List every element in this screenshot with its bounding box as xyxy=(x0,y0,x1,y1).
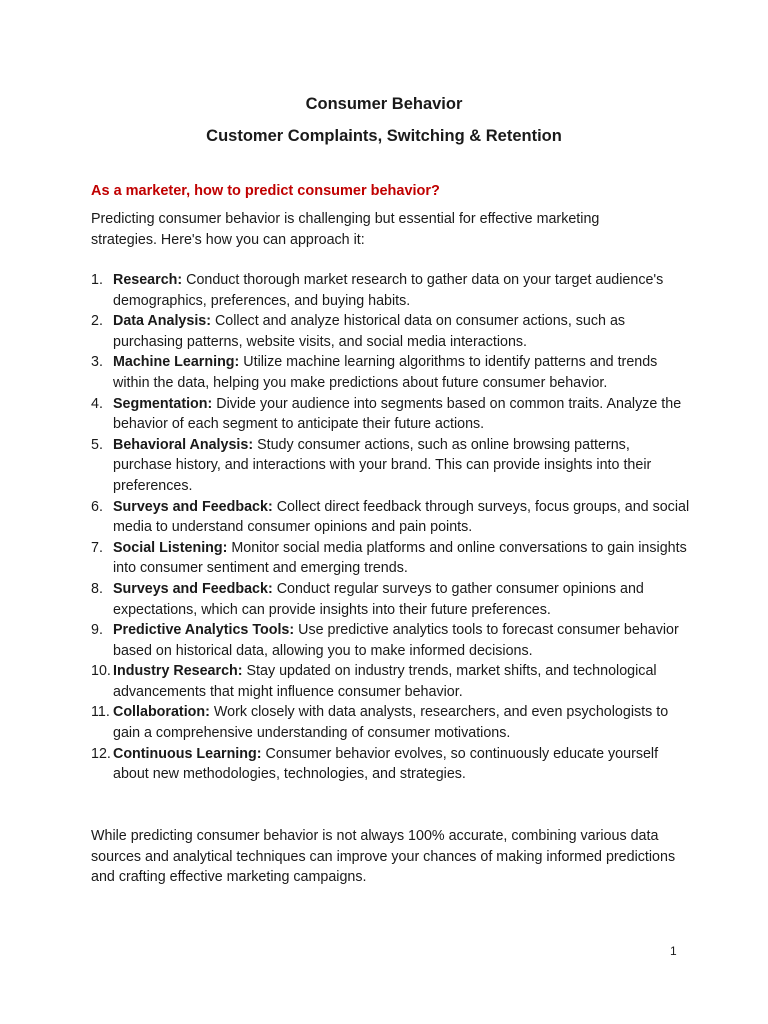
list-item-label: Research: xyxy=(113,272,183,288)
list-item-number: 8. xyxy=(91,580,103,597)
list-item-text: Use predictive analytics tools to forecast consumer behavior based on historical data, allowing you to make informed decisions. xyxy=(113,622,679,659)
list-item xyxy=(91,311,691,352)
list-item-number: 1. xyxy=(91,272,103,288)
section-heading: As a marketer, how to predict consumer behavior? xyxy=(91,183,440,199)
list-item-text: Divide your audience into segments based on common traits. Analyze the behavior of each segment to anticipate their future actions. xyxy=(113,395,682,433)
list-item-label: Surveys and Feedback: xyxy=(113,498,273,515)
list-item-label: Predictive Analytics Tools: xyxy=(113,622,295,639)
list-item-label: Segmentation: xyxy=(113,395,213,412)
list-item-number: 4. xyxy=(91,395,103,412)
list-item-label: Continuous Learning: xyxy=(113,745,262,762)
list-item-label: Industry Research: xyxy=(113,663,243,680)
list-item xyxy=(91,744,691,785)
list-item xyxy=(91,620,691,661)
list-item xyxy=(91,394,691,435)
list-item-text: Collect direct feedback through surveys, focus groups, and social media to understand consumer opinions and pain points. xyxy=(113,498,690,536)
list-item-number: 12. xyxy=(91,745,111,762)
list-item-label: Data Analysis: xyxy=(113,313,211,330)
list-item-number: 11. xyxy=(91,704,110,721)
list-item-text: Utilize machine learning algorithms to identify patterns and trends within the data, helping you make predictions about future consumer behavior. xyxy=(113,354,658,391)
list-item-number: 6. xyxy=(91,498,103,515)
list-item xyxy=(91,661,691,702)
list-item-number: 5. xyxy=(91,436,103,453)
intro-paragraph: Predicting consumer behavior is challenging but essential for effective marketing strategies. Here's how you can approach it: xyxy=(91,211,600,248)
list-item xyxy=(91,352,691,393)
list-item xyxy=(91,435,691,497)
list-item xyxy=(91,497,691,538)
list-item-label: Surveys and Feedback: xyxy=(113,580,273,597)
list-item-text: Stay updated on industry trends, market shifts, and technological advancements that might influence consumer behavior. xyxy=(113,663,657,700)
list-item-number: 10. xyxy=(91,663,111,680)
list-item-label: Collaboration: xyxy=(113,704,210,721)
list-item-label: Machine Learning: xyxy=(113,354,240,371)
list-item-number: 7. xyxy=(91,539,103,556)
list-item-text: Monitor social media platforms and online conversations to gain insights into consumer sentiment and emerging trends. xyxy=(113,539,687,577)
list-item-text: Study consumer actions, such as online browsing patterns, purchase history, and interactions with your brand. This can provide insights into their preferences. xyxy=(113,436,652,494)
list-item-label: Social Listening: xyxy=(113,539,228,556)
document-subtitle: Customer Complaints, Switching & Retention xyxy=(206,127,562,145)
list-item-text: Consumer behavior evolves, so continuously educate yourself about new methodologies, technologies, and strategies. xyxy=(113,745,659,783)
list-item xyxy=(91,702,691,743)
page-number: 1 xyxy=(670,944,677,958)
list-item xyxy=(91,538,691,579)
list-item-number: 9. xyxy=(91,622,103,639)
list-item-text: Conduct thorough market research to gather data on your target audience's demographics, preferences, and buying habits. xyxy=(113,272,664,309)
list-item-text: Conduct regular surveys to gather consumer opinions and expectations, which can provide insights into their future preferences. xyxy=(113,580,644,618)
list-item-text: Work closely with data analysts, researchers, and even psychologists to gain a comprehensive understanding of consumer motivations. xyxy=(113,704,669,742)
document-title: Consumer Behavior xyxy=(305,95,463,113)
list-item xyxy=(91,579,691,620)
list-item-text: Collect and analyze historical data on consumer actions, such as purchasing patterns, website visits, and social media interactions. xyxy=(113,313,626,350)
list-item-number: 2. xyxy=(91,313,103,330)
list-item-label: Behavioral Analysis: xyxy=(113,436,254,453)
closing-paragraph: While predicting consumer behavior is not always 100% accurate, combining various data sources and analytical techniques can improve your chances of making informed predictions and crafting effective marketing campaigns. xyxy=(91,828,676,886)
list-item xyxy=(91,270,691,311)
numbered-list xyxy=(91,270,691,785)
list-item-number: 3. xyxy=(91,354,103,371)
